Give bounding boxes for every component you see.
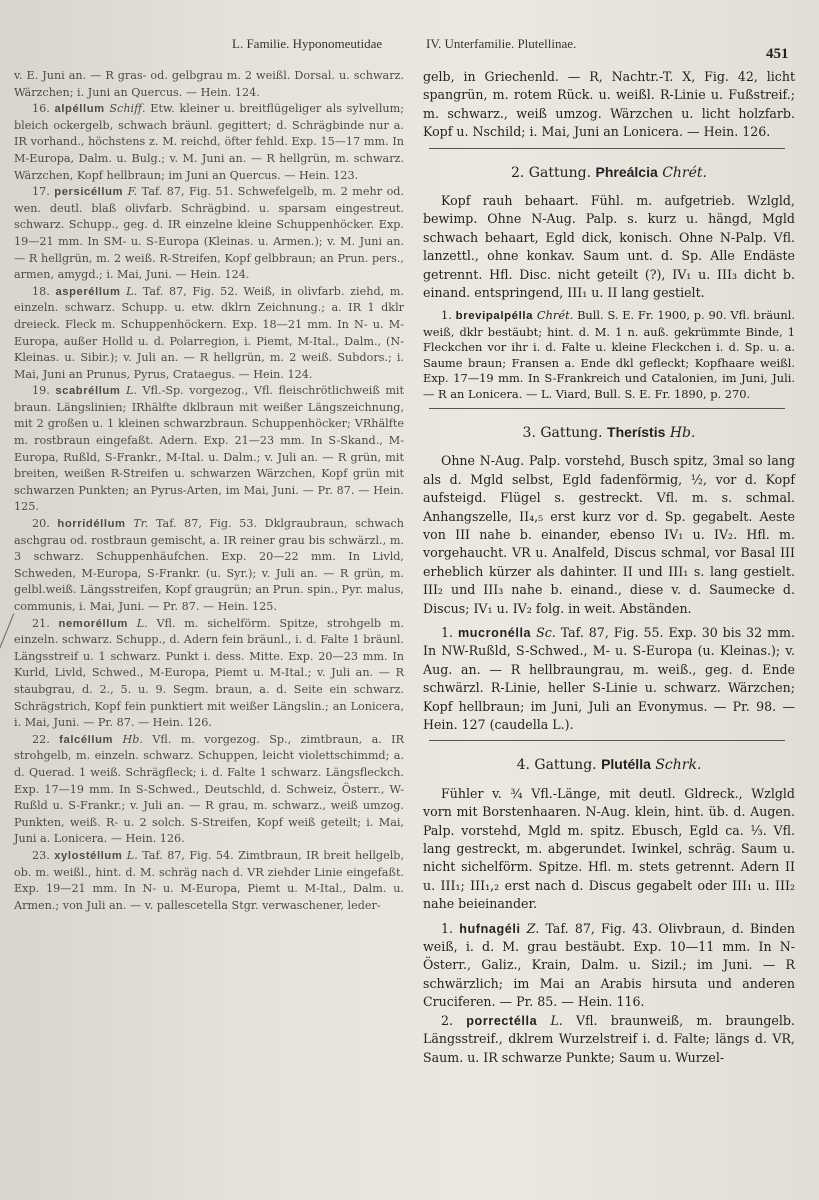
author-name: Schrk. (655, 757, 702, 774)
species-entry (14, 101, 404, 184)
header-left: L. Familie. Hyponomeutidae (232, 36, 383, 51)
author-name: L. (550, 1012, 563, 1028)
entry-text: Bull. S. E. Fr. 1900, p. 90. Vfl. bräunl. weiß, dklr bestäubt; hint. d. M. 1 n. auß. gekrümmte Binde, 1 Fleckchen vor ihr i. d. Falte u. kleine Fleckchen i. d. Sp. u. a. Saume braun; Fransen a. Ende dkl gefleckt; Kopfhaare weißl. Exp. 17—19 mm. In S-Frankreich und Catalonien, im Juni, Juli. — R an Lonicera. — L. Viard, Bull. S. E. Fr. 1890, p. 270. (423, 308, 795, 401)
entry-text: Taf. 87, Fig. 43. Olivbraun, d. Binden weiß, i. d. M. grau bestäubt. Exp. 10—11 mm. In N-Österr., Galiz., Krain, Dalm. u. Sizil.; im Juni. — R schwärzlich; im Mai an Arabis hirsuta und anderen Cruciferen. — Pr. 85. — Hein. 116. (423, 920, 795, 1010)
genus-heading (423, 423, 795, 442)
entry-number: 22. (32, 732, 50, 746)
left-column (14, 68, 404, 914)
margin-pencil-mark (0, 613, 14, 654)
entry-number: 18. (32, 284, 50, 298)
species-name: brevipalpélla (455, 310, 534, 323)
author-name: Z. (526, 920, 540, 936)
entry-text: 2. Gattung. (510, 164, 592, 181)
entry-text: 4. Gattung. (516, 757, 597, 774)
genus-heading (423, 755, 795, 774)
entry-text: Taf. 87, Fig. 53. Dklgraubraun, schwach aschgrau od. rostbraun gemischt, a. IR reiner grau bis schwärzl., m. 3 schwarz. Schuppenhäufchen. Exp. 20—22 mm. In Livld, Schweden, M-Europa, S-Frankr. (u. Syr.); v. Juli an. — R grün, m. gelbl.weiß. Längsstreifen, Kopf graugrün; an Prun. spin., Pyr. malus, communis, i. Mai, Juni. — Pr. 87. — Hein. 125. (14, 517, 405, 613)
species-name: scabréllum (55, 385, 121, 398)
species-entry (14, 383, 404, 516)
section-divider (429, 148, 785, 149)
species-name: persicéllum (54, 186, 124, 199)
species-entry (423, 624, 795, 734)
author-name: L. (126, 848, 138, 862)
species-entry (14, 732, 404, 848)
entry-text: Vfl.-Sp. vorgezog., Vfl. fleischrötlichweiß mit braun. Längslinien; IRhälfte dklbraun mit weißer Längszeichnung, mit 2 großen u. 1 kleinen schwarzbraun. Schuppenhöcker; VRhälfte m. rostbraun eingefaßt. Adern. Exp. 21—23 mm. In S-Skand., M-Europa, Rußld, S-Frankr., M-Ital. u. Dalm.; v. Juli an. — R grün, mit breiten, weißen R-Streifen u. schwarzen Wärzchen, Kopf grün mit schwarzen Punkten; an Pyrus-Arten, im Mai, Juni. — Pr. 87. — Hein. 125. (14, 384, 405, 514)
author-name: L. (126, 284, 138, 298)
genus-heading (423, 163, 795, 182)
entry-text: 1. (441, 308, 452, 323)
species-entry (14, 616, 404, 732)
species-entry (423, 920, 795, 1012)
section-divider (429, 408, 785, 409)
species-name: mucronélla (457, 625, 532, 640)
entry-number: 21. (32, 616, 50, 630)
genus-description: Ohne N-Aug. Palp. vorstehd, Busch spitz, 3mal so lang als d. Mgld selbst, Egld fadenförmig, ½, vor d. Kopf aufsteigd. Flügel s. gestreckt. Vfl. m. s. schmal. Anhangszelle, II₄,₅ erst kurz vor d. Sp. gegabelt. Aeste von III nahe b. einander, ebenso IV₁ u. IV₂. Hfl. m. vorgehaucht. VR u. Analfeld, Discus schmal, vor Basal III erheblich kürzer als dahinter. II und III₁ s. lang gestielt. III₂ und III₃ nahe b. einand., diese v. d. Saumecke d. Discus; IV₁ u. IV₂ folg. in weit. Abständen. (423, 453, 795, 616)
genus-description: Fühler v. ¾ Vfl.-Länge, mit deutl. Gldreck., Wzlgld vorn mit Borstenhaaren. N-Aug. klein, hint. üb. d. Augen. Palp. vorstehd, Mgld m. spitz. Ebusch, Egld ca. ⅓. Vfl. lang gestreckt, m. abgerundet. Iwinkel, schräg. Saum u. nicht sichelförm. Spitze. Hfl. m. stets getrennt. Adern II u. III₁; III₁,₂ erst nach d. Discus gegabelt oder III₁ u. III₂ nahe beieinander. (423, 785, 795, 912)
species-name: hufnagéli (459, 921, 521, 936)
right-column (423, 68, 795, 1067)
entry-text: Taf. 87, Fig. 55. Exp. 30 bis 32 mm. In NW-Rußld, S-Schwed., M- u. S-Europa (u. Kleinas.); v. Aug. an. — R hellbraungrau, m. weiß., geg. d. Ende schwärzl. R-Linie, heller S-Linie u. schwarz. Wärzchen; Kopf hellbraun; im Juni, Juli an Evonymus. — Pr. 98. — Hein. 127 (caudella L.). (423, 624, 795, 732)
entry-number: 20. (32, 517, 50, 531)
entry-text: Taf. 87, Fig. 51. Schwefelgelb, m. 2 mehr od. wen. deutl. blaß olivfarb. Schrägbind. u. sparsam eingestreut. schwarz. Schupp., geg. d. IR einzelne kleine Schuppenhöcker. Exp. 19—21 mm. In SM- u. S-Europa (Kleinas. u. Armen.); v. M. Juni an. — R hellgrün, m. 2 weiß. R-Streifen, Kopf gelbbraun; an Prun. pers., armen, amygd.; i. Mai, Juni. — Hein. 124. (14, 185, 405, 282)
entry-number: 23. (32, 848, 50, 862)
author-name: L. (136, 616, 148, 630)
author-name: L. (125, 384, 137, 398)
species-entry (14, 184, 404, 284)
species-name: asperéllum (55, 285, 121, 298)
entry-continuation (14, 68, 404, 101)
species-entry (14, 284, 404, 384)
entry-text: 1. (441, 624, 454, 640)
species-name: xylostéllum (54, 849, 123, 862)
entry-text: 3. Gattung. (522, 424, 603, 441)
author-name: F. (127, 185, 138, 199)
species-name: falcéllum (59, 733, 114, 746)
section-divider (429, 740, 785, 741)
entry-text: v. E. Juni an. — R gras- od. gelbgrau m. 2 weißl. Dorsal. u. schwarz. Wärzchen; i. Juni an Quercus. — Hein. 124. (14, 69, 404, 99)
entry-text: Etw. kleiner u. breitflügeliger als sylvellum; bleich ockergelb, schwach bräunl. gegittert; d. Schrägbinde nur a. IR vorhand., höchstens z. M. reichd, öfter fehld. Exp. 15—17 mm. In M-Europa, Dalm. u. Bulg.; v. M. Juni an. — R hellgrün, m. schwarz. Wärzchen, Kopf hellbraun; im Juni an Quercus. — Hein. 123. (14, 102, 404, 182)
entry-continuation: gelb, in Griechenld. — R, Nachtr.-T. X, Fig. 42, licht spangrün, m. rotem Rück. u. weißl. R-Linie u. Fußstreif.; m. schwarz., weiß umzog. Wärzchen u. licht holzfarb. Kopf u. Nschild; i. Mai, Juni an Lonicera. — Hein. 126. (423, 69, 795, 140)
author-name: Sc. (536, 624, 556, 640)
entry-number: 19. (32, 384, 50, 398)
species-name: porrectélla (466, 1013, 538, 1028)
species-entry (423, 1012, 795, 1067)
author-name: Schiff. (109, 102, 146, 116)
genus-name: Plutélla (601, 756, 651, 773)
entry-number: 17. (32, 185, 50, 199)
genus-name: Therístis (607, 423, 666, 440)
author-name: Chrét. (662, 164, 707, 181)
author-name: Hb. (669, 424, 696, 441)
species-name: alpéllum (54, 103, 105, 116)
species-entry (14, 848, 404, 914)
genus-name: Phreálcia (595, 163, 658, 180)
genus-description: Kopf rauh behaart. Fühl. m. aufgetrieb. Wzlgld, bewimp. Ohne N-Aug. Palp. s. kurz u. hängd, Mgld schwach behaart, Egld dick, konisch. Ohne N-Palp. Vfl. lanzettl., ohne konkav. Saum unt. d. Sp. Alle Endäste getrennt. Hfl. Disc. nicht geteilt (?), IV₁ u. III₃ dicht b. einand. entspringend, III₁ u. II lang gestielt. (423, 193, 795, 301)
entry-text: Vfl. m. vorgezog. Sp., zimtbraun, a. IR strohgelb, m. einzeln. schwarz. Schuppen, leicht violettschimmd; a. d. Querad. 1 weiß. Schrägfleck; i. d. Falte 1 schwarz. Längsfleckch. Exp. 17—19 mm. In S-Schwed., Deutschld, d. Schweiz, Österr., W-Rußld u. S-Frankr.; v. Juli an. — R grau, m. schwarz., weiß umzog. Punkten, weiß. R- u. 2 solch. S-Streifen, Kopf weiß geteilt; i. Mai, Juni a. Lonicera. — Hein. 126. (14, 732, 405, 846)
species-entry (14, 516, 404, 616)
header-right: IV. Unterfamilie. Plutellinae. (426, 36, 577, 51)
entry-text: Taf. 87, Fig. 52. Weiß, in olivfarb. ziehd, m. einzeln. schwarz. Schupp. u. etw. dklrn Zeichnung.; a. IR 1 dklr dreieck. Fleck m. Schuppenhöckern. Exp. 18—21 mm. In N- u. M-Europa, außer Holld u. d. Polarregion, i. Piemt, M-Ital., Dalm., (N-Kleinas. u. Sibir.); v. Juli an. — R hellgrün, m. 2 weiß. Subdors.; i. Mai, Juni an Prunus, Pyrus, Crataegus. — Hein. 124. (14, 284, 404, 381)
author-name: Hb. (122, 732, 143, 746)
entry-text: Vfl. braunweiß, m. braungelb. Längsstreif., dklrem Wurzelstreif i. d. Falte; längs d. VR, Saum. u. IR schwarze Punkte; Saum u. Wurzel- (423, 1012, 795, 1065)
author-name: Tr. (133, 517, 149, 531)
entry-text: Taf. 87, Fig. 54. Zimtbraun, IR breit hellgelb, ob. m. weißl., hint. d. M. schräg nach d. VR ziehder Linie eingefaßt. Exp. 19—21 mm. In N- u. M-Europa, Piemt u. M-Ital., Dalm. u. Armen.; von Juli an. — v. pallescetella Stgr. verwaschener, leder- (14, 848, 405, 912)
species-name: nemoréllum (58, 617, 128, 630)
entry-number: 16. (32, 102, 50, 116)
entry-text: Vfl. m. sichelförm. Spitze, strohgelb m. einzeln. schwarz. Schupp., d. Adern fein bräunl., i. d. Falte 1 bräunl. Längsstreif u. 1 schwarz. Punkt i. dess. Mitte. Exp. 20—23 mm. In Kurld, Livld, Schwed., M-Europa, Piemt u. M-Ital.; v. Juli an. — R staubgrau, d. 2., 5. u. 9. Segm. braun, a. d. Seite ein schwarz. Schrägstrich, Kopf fein punktiert mit weißer Längslin.; an Lonicera, i. Mai, Juni. — Pr. 87. — Hein. 126. (14, 616, 404, 730)
species-entry (423, 308, 795, 401)
species-name: horridéllum (57, 518, 126, 531)
page-number: 451 (766, 46, 789, 62)
entry-text: 1. (441, 920, 454, 936)
author-name: Chrét. (536, 308, 574, 323)
entry-text: 2. (441, 1012, 454, 1028)
